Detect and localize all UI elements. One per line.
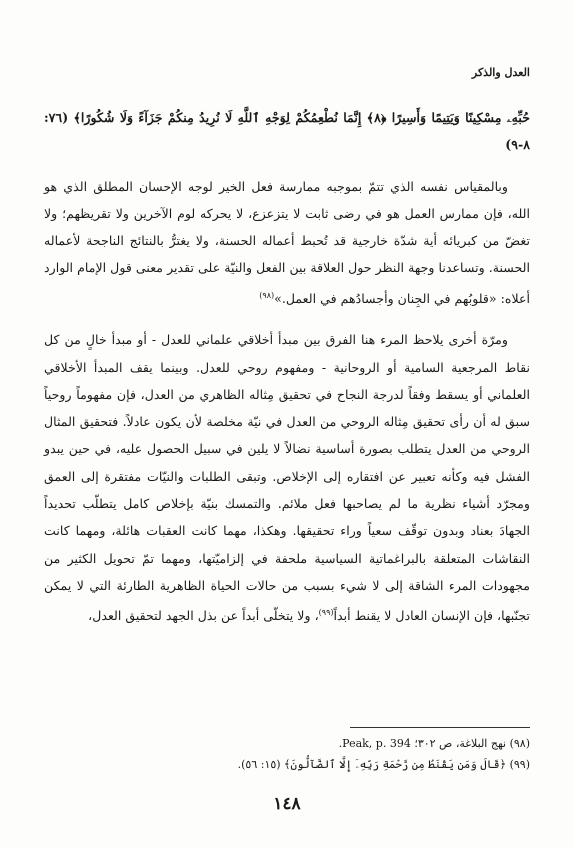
paragraph-gap [44,159,530,173]
verse-line-1: حُبِّهِۦ مِسْكِينًا وَيَتِيمًا وَأَسِيرًا ﴿٨﴾ إِنَّمَا نُطْعِمُكُمْ لِوَجْهِ ٱللَّهِ لَا نُرِيدُ مِنكُمْ جَزَآءً وَلَا شُكُورًا﴾ (٧٦: [44,110,530,125]
footnotes [44,733,530,775]
footnote-number: (٩٩) [509,758,530,771]
paragraph-1 [44,173,530,313]
footnote-text: نهج البلاغة، ص ٣٠٢؛ Peak, p. 394. [338,737,507,750]
page-number: ١٤٨ [273,794,301,814]
paragraph-2 [44,326,530,629]
paragraph-gap [44,312,530,326]
paragraph-2-tail: ، ولا يتخلّى أبداً عن بذل الجهد لتحقيق العدل، [88,608,319,624]
running-head: العدل والذكر [471,66,530,79]
footnote-number: (٩٨) [509,737,530,750]
footnote-ref-98[interactable]: (٩٨) [259,290,275,300]
quran-verse [44,104,530,159]
paragraph-2-text: ومرّة أخرى يلاحظ المرء هنا الفرق بين مبدأ أخلاقي علماني للعدل - أو مبدأ خالٍ من كل نقاط المرجعية السامية أو الروحانية - ومفهوم روحي للعدل. وبينما يقف المبدأ الأخلاقي العلماني أو يسقط وفقاً لدرجة النجاح في تحقيق مِثاله الظاهري من العدل، فإن مفهوماً روحياً سبق له أن رأى تحقيق مِثاله الروحي من العدل في نيّة مخلصة لأن يكون عادلاً. فتحقيق المثال الروحي من العدل يتطلب بصورة أساسية نضالاً لا يلين في سبيل الحصول عليه، في حين يبدو الفشل فيه وكأنه تعبير عن افتقاره إلى الإخلاص. وتبقى الطلبات والنيّات مفتقرة إلى العمق ومجرّد أشياء نظرية ما لم يصاحبها فعل ملائم. والتمسك بنيّة بإخلاص كامل يتطلّب تحديداً الجهادَ بعناد وبدون توقّف سعياً وراء تحقيقها. وهكذا، مهما كانت العقبات هائلة، ومهما كانت النقاشات المتعلقة بالبراغماتية السياسية ملحفة في إلزاميّتها، ومهما تمّ تحويل الكثير من مجهودات المرء الشاقة إلى لا شيء بسبب من حالات الحياة الظاهرية الطارئة التي لا يمكن تجنّبها، فإن الإنسان العادل لا يقنط أبداً [44,332,530,624]
paragraph-1-text: وبالمقياس نفسه الذي تتمّ بموجبه ممارسة فعل الخير لوجه الإحسان المطلق الذي هو الله، فإن ممارس العمل هو في رضى ثابت لا يتزعزع، لا يحركه لوم الآخرين ولا تقريظهم؛ ولا تغضّ من كبريائه أية شدّة خارجية قد تُحبط أعماله الحسنة، ولا يغترُّ بالنتائج الناجحة لأعماله الحسنة. وتساعدنا وجهة النظر حول العلاقة بين الفعل والنيّة على تقدير معنى قول الإمام الوارد أعلاه: «قلوبُهم في الجِنان وأجسادُهم في العمل.» [44,178,530,306]
footnote-divider [350,727,530,728]
footnote-ref-99[interactable]: (٩٩) [318,608,334,618]
verse-line-2: ٨-٩) [505,137,530,153]
footnote-99 [44,754,530,775]
footnote-98 [44,733,530,754]
main-text [44,104,530,630]
footnote-text: ﴿قَالَ وَمَن يَقْنَطُ مِن رَّحْمَةِ رَبِّهِۦٓ إِلَّا ٱلضَّآلُّونَ﴾ (١٥: ٥٦). [237,758,507,771]
